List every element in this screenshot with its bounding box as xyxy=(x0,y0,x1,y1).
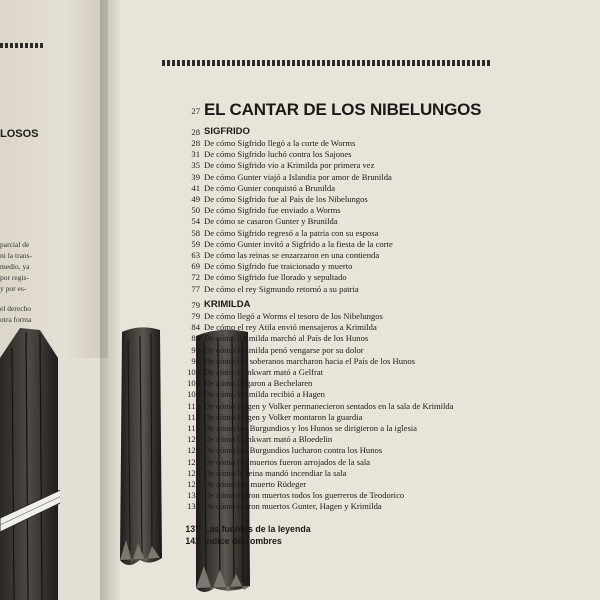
toc-entry-text: De cómo Gunter invitó a Sigfrido a la fiesta de la corte xyxy=(204,238,393,249)
toc-entry-text: De cómo Sigfrido fue traicionado y muerto xyxy=(204,261,353,272)
toc-page-number: 77 xyxy=(191,283,200,294)
toc-page-number: 92 xyxy=(191,344,200,355)
toc-entry-text: De cómo llegaron a Bechelaren xyxy=(204,378,313,389)
toc-entry-text: De cómo Sigfrido regresó a la patria con su esposa xyxy=(204,227,379,238)
toc-entry-text: De cómo la reina mandó incendiar la sala xyxy=(204,467,347,478)
toc-page-number: 50 xyxy=(191,205,200,216)
toc-entry-text: Índice de nombres xyxy=(204,535,282,546)
toc-entry-text: De cómo Gunter viajó a Islandia por amor de Brunilda xyxy=(204,171,392,182)
toc-page-number: 110 xyxy=(187,400,200,411)
toc-entry-text: De cómo Krimilda recibió a Hagen xyxy=(204,389,325,400)
toc-page-number: 102 xyxy=(187,367,200,377)
toc-entry-text: De cómo Gunter conquistó a Brunilda xyxy=(204,182,336,193)
toc-entry-text: De cómo Sigfrido fue enviado a Worms xyxy=(204,205,341,216)
title-page-number: 27 xyxy=(191,106,200,116)
toc-page-number: 124 xyxy=(187,467,200,478)
toc-entry-text: De cómo Dankwart mató a Bloedelin xyxy=(204,434,333,445)
toc-entry-text: De cómo fueron muertos todos los guerreros de Teodorico xyxy=(204,490,405,501)
toc-page-number: 54 xyxy=(191,216,200,227)
toc-page-number: 41 xyxy=(191,182,200,193)
toc-entry-text: De cómo los Burgundios lucharon contra los Hunos xyxy=(204,445,383,456)
toc-entry-text: De cómo Dankwart mató a Gelfrat xyxy=(204,367,324,377)
left-paragraph-1: parcial de ni la trans- medio, ya por regis- y por es- xyxy=(0,240,33,293)
toc-entry-text: De cómo Sigfrido vio a Krimilda por primera vez xyxy=(204,160,375,171)
toc-entry-text: De cómo Krimilda marchó al País de los Hunos xyxy=(204,333,369,344)
toc-entry-text: Las fuentes de la leyenda xyxy=(204,524,311,534)
toc-page-number: 121 xyxy=(187,445,200,456)
toc-page-number: 88 xyxy=(191,333,200,344)
toc-entry-text: De cómo fue muerto Rüdeger xyxy=(204,479,307,489)
toc-entry-text: De cómo Sigfrido fue llorado y sepultado xyxy=(204,272,347,283)
toc-page-number: 31 xyxy=(191,149,200,160)
toc-entry-text: De cómo los soberanos marcharon hacia el País de los Hunos xyxy=(204,355,415,366)
toc-page-number: 58 xyxy=(191,227,200,238)
toc-page-number: 49 xyxy=(191,194,200,204)
toc-page-number: 84 xyxy=(191,322,200,333)
toc-entry-text: De cómo Sigfrido fue al País de los Nibelungos xyxy=(204,194,368,204)
toc-page-number: 59 xyxy=(191,238,200,249)
toc-page-number: 114 xyxy=(187,411,200,422)
toc-page-number: 127 xyxy=(187,479,200,489)
toc-page-number: 79 xyxy=(191,311,200,321)
toc-page-number: 122 xyxy=(187,456,200,467)
toc-page-number: 108 xyxy=(187,389,200,400)
toc-page-number: 130 xyxy=(187,490,200,501)
toc-entry-text: De cómo se casaron Gunter y Brunilda xyxy=(204,216,338,227)
toc-entry-text: De cómo las reinas se enzarzaron en una contienda xyxy=(204,250,380,260)
toc-page-number: 97 xyxy=(191,355,200,366)
top-decorative-rule xyxy=(162,60,490,66)
toc-page-number: 39 xyxy=(191,171,200,182)
toc-entry-text: De cómo llegó a Worms el tesoro de los Nibelungos xyxy=(204,311,383,321)
left-heading: LOSOS xyxy=(0,128,39,140)
book-title: EL CANTAR DE LOS NIBELUNGOS xyxy=(204,100,482,119)
toc-page-number: 69 xyxy=(191,261,200,272)
toc-entry-text: De cómo Sigfrido luchó contra los Sajones xyxy=(204,149,352,160)
toc-page-number: 137 xyxy=(185,524,200,534)
toc-page-number: 106 xyxy=(187,378,200,389)
toc-entry-text: De cómo fueron muertos Gunter, Hagen y Krimilda xyxy=(204,501,382,512)
toc-page-number: 63 xyxy=(191,250,200,260)
toc-entry-text: De cómo Hagen y Volker permanecieron sentados en la sala de Krimilda xyxy=(204,400,454,411)
left-paragraph-2: el derecho otra forma xyxy=(0,304,32,324)
toc-page-number: 35 xyxy=(191,160,200,171)
toc-page-number: 72 xyxy=(191,272,200,283)
toc-page-number: 28 xyxy=(191,138,200,148)
toc-entry-text: De cómo el rey Sigmundo retornó a su patria xyxy=(204,283,359,294)
toc-entry-text: De cómo Hagen y Volker montaron la guardia xyxy=(204,411,363,422)
toc-page-number: 134 xyxy=(187,501,200,512)
toc-entry-text: De cómo Sigfrido llegó a la corte de Worms xyxy=(204,138,356,148)
toc-entry-text: De cómo Krimilda penó vengarse por su dolor xyxy=(204,344,364,355)
toc-entry-text: De cómo el rey Atila envió mensajeros a Krimilda xyxy=(204,322,377,333)
toc-page-number: 115 xyxy=(187,423,200,433)
toc-entry-text: De cómo los Burgundios y los Hunos se dirigieron a la iglesia xyxy=(204,423,417,433)
toc-page-number: 142 xyxy=(185,535,200,546)
toc-entry-text: De cómo los muertos fueron arrojados de la sala xyxy=(204,456,371,467)
toc-page-number: 120 xyxy=(187,434,200,445)
